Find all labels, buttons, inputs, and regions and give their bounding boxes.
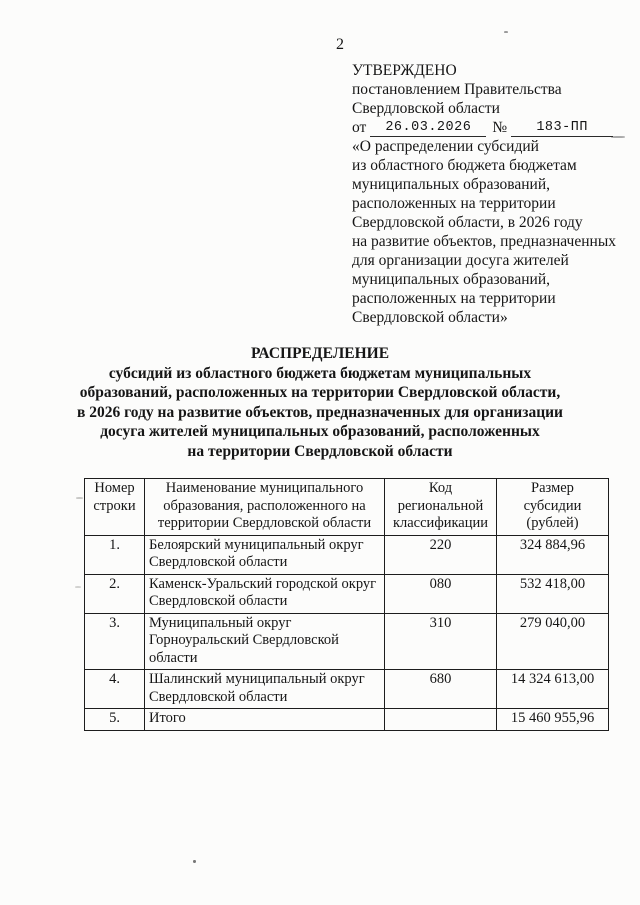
row-number-cell: 4. (85, 670, 145, 709)
total-label-cell: Итого (145, 709, 385, 731)
scan-artifact-dot (193, 860, 196, 863)
date-label: от (352, 119, 367, 136)
table-row (85, 574, 609, 613)
code-cell: 310 (385, 613, 497, 670)
code-cell: 080 (385, 574, 497, 613)
decree-quote-line: расположенных на территории (352, 195, 556, 212)
municipality-cell: Муниципальный округ Горноуральский Свердловской области (145, 613, 385, 670)
title-line: образований, расположенных на территории Свердловской области, (79, 384, 561, 401)
header-subsidy-size: Размер субсидии (рублей) (497, 479, 609, 536)
header-regional-code: Код региональной классификации (385, 479, 497, 536)
decree-quote-line: для организации досуга жителей (352, 252, 569, 269)
title-line: РАСПРЕДЕЛЕНИЕ (250, 345, 390, 362)
decree-number-value: 183-ПП (511, 119, 613, 137)
municipality-cell: Каменск-Уральский городской округ Свердловской области (145, 574, 385, 613)
table-row (85, 670, 609, 709)
approval-date-line (352, 118, 630, 137)
header-municipality: Наименование муниципального образования, расположенного на территории Свердловской области (145, 479, 385, 536)
decree-quote-line: муниципальных образований, (352, 176, 550, 193)
subsidy-distribution-table (84, 478, 609, 731)
row-number-cell: 2. (85, 574, 145, 613)
scan-artifact-smudge (76, 497, 83, 499)
municipality-cell: Шалинский муниципальный округ Свердловской области (145, 670, 385, 709)
decree-quote-line: из областного бюджета бюджетам (352, 157, 577, 174)
code-cell: 220 (385, 535, 497, 574)
title-line: на территории Свердловской области (187, 442, 453, 460)
amount-cell: 324 884,96 (497, 535, 609, 574)
approval-line: постановлением Правительства (352, 81, 562, 98)
row-number-cell: 5. (85, 709, 145, 731)
header-row-number: Номер строки (85, 479, 145, 536)
table-row (85, 613, 609, 670)
table-header-row (85, 479, 609, 536)
amount-cell: 532 418,00 (497, 574, 609, 613)
decree-quote-line: расположенных на территории (352, 290, 556, 307)
title-line: в 2026 году на развитие объектов, предназначенных для организации (77, 403, 563, 421)
approval-line: Свердловской области (352, 100, 500, 117)
title-line: досуга жителей муниципальных образований, расположенных (100, 423, 540, 440)
scan-artifact-smudge (75, 586, 81, 588)
approval-block (352, 61, 630, 327)
decree-quote-line: «О распределении субсидий (352, 138, 539, 155)
total-amount-cell: 15 460 955,96 (497, 709, 609, 731)
title-line: субсидий из областного бюджета бюджетам муниципальных (108, 364, 532, 382)
code-cell: 680 (385, 670, 497, 709)
table-total-row (85, 709, 609, 731)
row-number-cell: 1. (85, 535, 145, 574)
table-row (85, 535, 609, 574)
decree-quote-line: на развитие объектов, предназначенных (352, 233, 616, 250)
row-number-cell: 3. (85, 613, 145, 670)
decree-quote-line: Свердловской области, в 2026 году (352, 214, 583, 231)
approval-line: УТВЕРЖДЕНО (352, 62, 457, 79)
number-sign: № (492, 119, 508, 136)
date-value: 26.03.2026 (370, 119, 486, 137)
decree-quote-line: Свердловской области» (352, 309, 508, 326)
code-cell (385, 709, 497, 731)
decree-quote-line: муниципальных образований, (352, 271, 550, 288)
municipality-cell: Белоярский муниципальный округ Свердловской области (145, 535, 385, 574)
scan-artifact-dot (504, 31, 508, 33)
page-number: 2 (336, 36, 344, 53)
amount-cell: 14 324 613,00 (497, 670, 609, 709)
amount-cell: 279 040,00 (497, 613, 609, 670)
document-title (40, 344, 600, 461)
